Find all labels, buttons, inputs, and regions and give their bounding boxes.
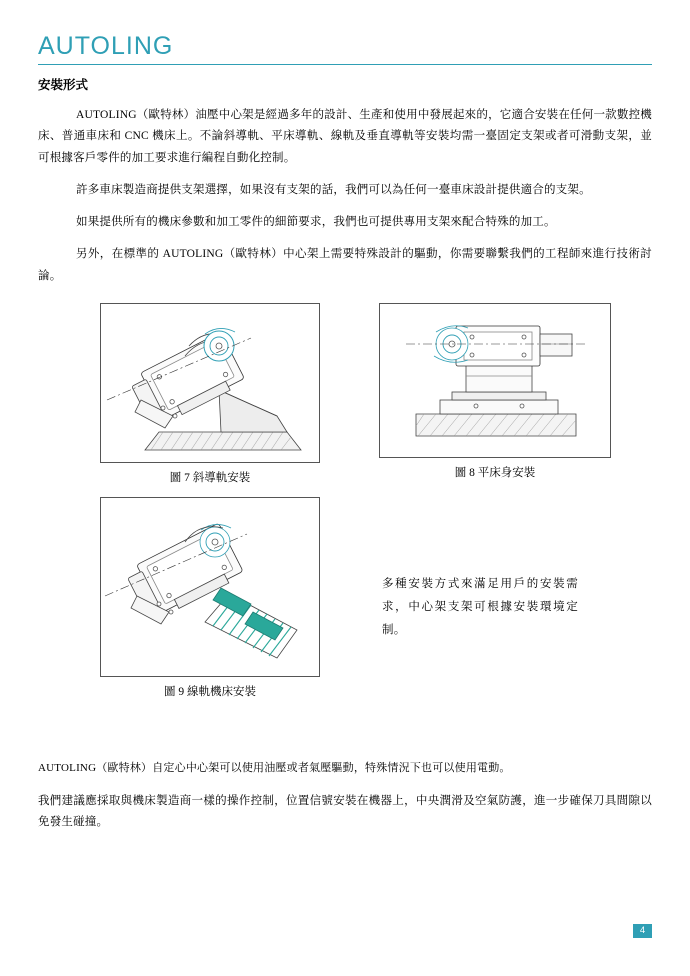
- paragraph-1: AUTOLING（歐特林）油壓中心架是經過多年的設計、生產和使用中發展起來的，它適合安裝在任何一款數控機床、普通車床和 CNC 機床上。不論斜導軌、平床導軌、線軌及垂直導軌等安裝均需一臺固定支架或者可滑動支架，並可根據客戶零件的加工要求進行編程自動化控制。: [38, 109, 652, 164]
- sidenote-text: 多種安裝方式來滿足用戶的安裝需求，中心架支架可根據安裝環境定制。: [382, 577, 578, 636]
- tail-paragraph-2: 我們建議應採取與機床製造商一樣的操作控制，位置信號安裝在機器上，中央潤滑及空氣防護，進一步確保刀具間隙以免發生碰撞。: [38, 795, 652, 829]
- brand-title: AUTOLING: [38, 32, 174, 60]
- figure-8-image: [379, 303, 611, 458]
- brand-divider: [38, 64, 652, 65]
- figure-7-caption: 圖 7 斜導軌安裝: [169, 471, 251, 484]
- section-title: 安裝形式: [38, 78, 89, 92]
- flat-bed-mount-drawing: [380, 304, 610, 457]
- figure-7-image: [100, 303, 320, 463]
- linear-rail-machine-mount-drawing: [101, 498, 319, 676]
- inclined-rail-mount-drawing: [101, 304, 319, 462]
- figure-row-bottom: [38, 497, 652, 712]
- paragraph-3: 如果提供所有的機床參數和加工零件的細節要求，我們也可提供專用支架來配合特殊的加工。: [76, 216, 556, 229]
- tail-paragraph-1: AUTOLING（歐特林）自定心中心架可以使用油壓或者氣壓驅動，特殊情況下也可以使用電動。: [38, 761, 511, 774]
- figure-8-caption: 圖 8 平床身安裝: [454, 466, 536, 479]
- figure-9-image: [100, 497, 320, 677]
- figure-9-caption: 圖 9 線軌機床安裝: [164, 685, 256, 698]
- page-number-badge: 4: [633, 924, 652, 938]
- paragraph-4: 另外，在標準的 AUTOLING（歐特林）中心架上需要特殊設計的驅動，你需要聯繫我們的工程師來進行技術討論。: [38, 248, 652, 282]
- figure-row-top: [38, 303, 652, 489]
- tail-paragraphs: [38, 758, 652, 834]
- paragraph-2: 許多車床製造商提供支架選擇，如果沒有支架的話，我們可以為任何一臺車床設計提供適合的支架。: [76, 183, 591, 196]
